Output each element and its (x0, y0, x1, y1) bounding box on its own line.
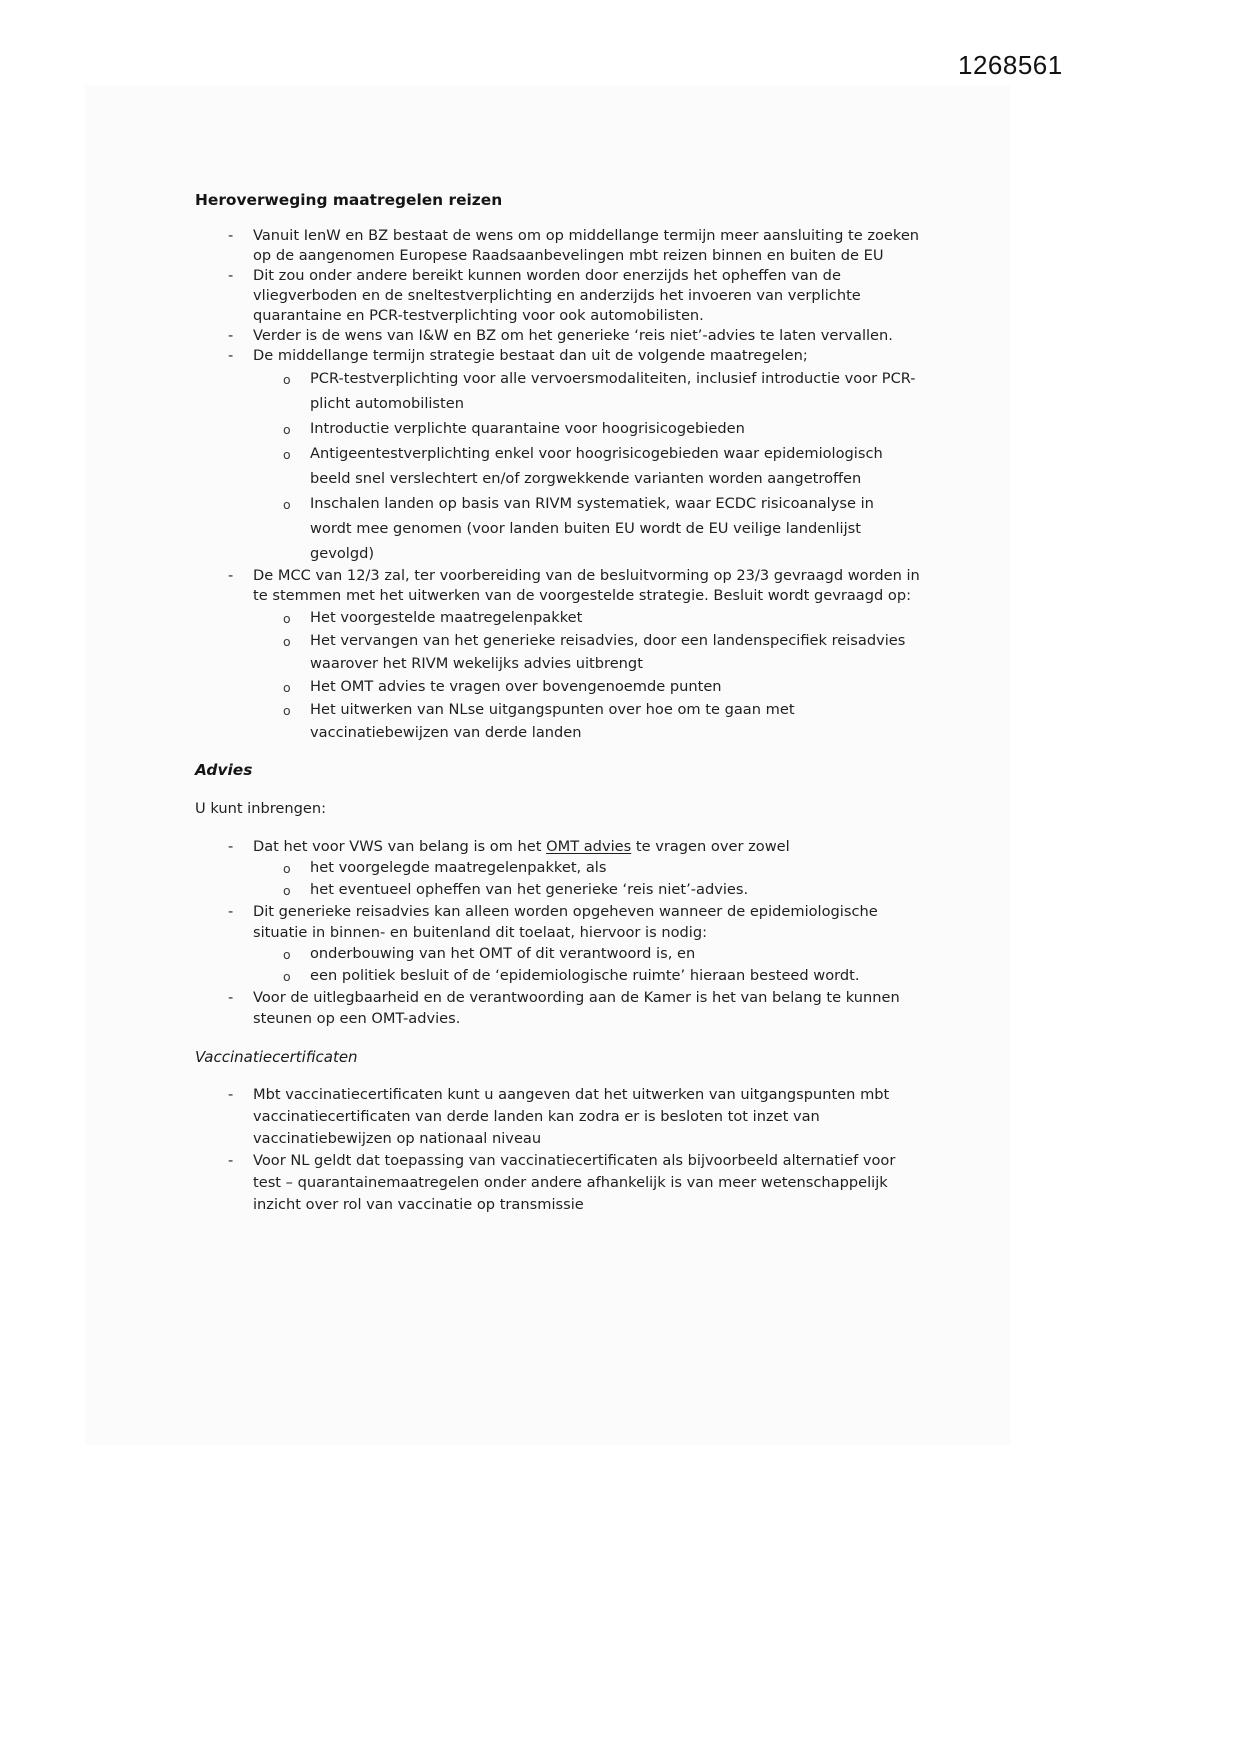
dash-marker: - (228, 567, 234, 584)
advies-sublist (253, 943, 920, 987)
sub-bullet-text: Het voorgestelde maatregelenpakket (310, 609, 583, 626)
measures-sublist (253, 366, 920, 566)
circle-marker: o (283, 634, 291, 649)
sub-bullet-text: onderbouwing van het OMT of dit verantwoord is, en (310, 945, 696, 962)
bullet-item (195, 987, 920, 1029)
sub-bullet-text: een politiek besluit of de ‘epidemiologische ruimte’ hieraan besteed wordt. (310, 967, 860, 984)
sub-bullet-text: Antigeentestverplichting enkel voor hoogrisicogebieden waar epidemiologisch beeld snel verslechtert en/of zorgwekkende varianten worden aangetroffen (310, 445, 883, 487)
bullet-item (195, 326, 920, 346)
bullet-text-pre: Dat het voor VWS van belang is om het (253, 838, 547, 855)
bullet-item (195, 346, 920, 566)
sub-bullet-item (253, 879, 920, 901)
circle-marker: o (283, 883, 291, 898)
dash-marker: - (228, 327, 234, 344)
dash-marker: - (228, 1152, 234, 1169)
dash-marker: - (228, 989, 234, 1006)
circle-marker: o (283, 422, 291, 437)
advies-sublist (253, 857, 920, 901)
bullet-text: Verder is de wens van I&W en BZ om het generieke ‘reis niet’-advies te laten vervallen. (253, 327, 893, 344)
bullet-text: Vanuit IenW en BZ bestaat de wens om op middellange termijn meer aansluiting te zoeken op de aangenomen Europese Raadsaanbevelingen mbt reizen binnen en buiten de EU (253, 227, 920, 264)
dash-marker: - (228, 1086, 234, 1103)
dash-marker: - (228, 227, 234, 244)
bullet-text: Voor de uitlegbaarheid en de verantwoording aan de Kamer is het van belang te kunnen steunen op een OMT-advies. (253, 989, 900, 1027)
bullet-item (195, 1084, 920, 1150)
vaccinatie-list (195, 1084, 920, 1216)
circle-marker: o (283, 861, 291, 876)
circle-marker: o (283, 447, 291, 462)
circle-marker: o (283, 703, 291, 718)
section-title-vaccinatiecertificaten: Vaccinatiecertificaten (195, 1048, 358, 1066)
document-number: 1268561 (958, 50, 1063, 80)
sub-bullet-text: Het OMT advies te vragen over bovengenoemde punten (310, 678, 722, 695)
sub-bullet-text: het voorgelegde maatregelenpakket, als (310, 859, 607, 876)
sub-bullet-text: Inschalen landen op basis van RIVM systematiek, waar ECDC risicoanalyse in wordt mee genomen (voor landen buiten EU wordt de EU veilige landenlijst gevolgd) (310, 495, 874, 562)
underlined-omt-advies: OMT advies (546, 838, 632, 855)
dash-marker: - (228, 347, 234, 364)
sub-bullet-item (253, 491, 920, 566)
sub-bullet-item (253, 857, 920, 879)
sub-bullet-text: PCR-testverplichting voor alle vervoersmodaliteiten, inclusief introductie voor PCR-plicht automobilisten (310, 370, 916, 412)
section-title-heroverweging: Heroverweging maatregelen reizen (195, 191, 503, 209)
bullet-text: Dit zou onder andere bereikt kunnen worden door enerzijds het opheffen van de vliegverboden en de sneltestverplichting en anderzijds het invoeren van verplichte quarantaine en PCR-testverplichting voor ook automobilisten. (253, 267, 861, 324)
bullet-text: De middellange termijn strategie bestaat dan uit de volgende maatregelen; (253, 347, 808, 364)
bullet-text: De MCC van 12/3 zal, ter voorbereiding van de besluitvorming op 23/3 gevraagd worden in te stemmen met het uitwerken van de voorgestelde strategie. Besluit wordt gevraagd op: (253, 567, 920, 604)
dash-marker: - (228, 267, 234, 284)
dash-marker: - (228, 838, 234, 855)
sub-bullet-item (253, 441, 920, 491)
circle-marker: o (283, 947, 291, 962)
sub-bullet-item (253, 698, 920, 744)
sub-bullet-item (253, 675, 920, 698)
section-title-advies: Advies (195, 761, 253, 779)
circle-marker: o (283, 372, 291, 387)
bullet-item (195, 901, 920, 987)
bullet-text-post: te vragen over zowel (631, 838, 790, 855)
document-content (195, 190, 920, 1216)
bullet-text (253, 838, 790, 855)
dash-marker: - (228, 903, 234, 920)
measures-list (195, 226, 920, 744)
sub-bullet-item (253, 943, 920, 965)
sub-bullet-item (253, 606, 920, 629)
bullet-item (195, 266, 920, 326)
sub-bullet-item (253, 366, 920, 416)
sub-bullet-item (253, 416, 920, 441)
advies-list (195, 836, 920, 1029)
bullet-text: Dit generieke reisadvies kan alleen worden opgeheven wanneer de epidemiologische situatie in binnen- en buitenland dit toelaat, hiervoor is nodig: (253, 903, 878, 941)
bullet-item (195, 1150, 920, 1216)
decision-sublist (253, 606, 920, 744)
circle-marker: o (283, 497, 291, 512)
sub-bullet-text: Introductie verplichte quarantaine voor hoogrisicogebieden (310, 420, 745, 437)
circle-marker: o (283, 680, 291, 695)
bullet-text: Mbt vaccinatiecertificaten kunt u aangeven dat het uitwerken van uitgangspunten mbt vaccinatiecertificaten van derde landen kan zodra er is besloten tot inzet van vaccinatiebewijzen op nationaal niveau (253, 1086, 890, 1147)
sub-bullet-item (253, 965, 920, 987)
circle-marker: o (283, 969, 291, 984)
bullet-text: Voor NL geldt dat toepassing van vaccinatiecertificaten als bijvoorbeeld alternatief voor test – quarantainemaatregelen onder andere afhankelijk is van meer wetenschappelijk inzicht over rol van vaccinatie op transmissie (253, 1152, 896, 1213)
advies-intro: U kunt inbrengen: (195, 800, 327, 817)
bullet-item (195, 566, 920, 744)
bullet-item (195, 226, 920, 266)
sub-bullet-text: Het uitwerken van NLse uitgangspunten over hoe om te gaan met vaccinatiebewijzen van derde landen (310, 701, 795, 741)
sub-bullet-text: het eventueel opheffen van het generieke ‘reis niet’-advies. (310, 881, 749, 898)
sub-bullet-text: Het vervangen van het generieke reisadvies, door een landenspecifiek reisadvies waarover het RIVM wekelijks advies uitbrengt (310, 632, 906, 672)
sub-bullet-item (253, 629, 920, 675)
bullet-item (195, 836, 920, 901)
circle-marker: o (283, 611, 291, 626)
